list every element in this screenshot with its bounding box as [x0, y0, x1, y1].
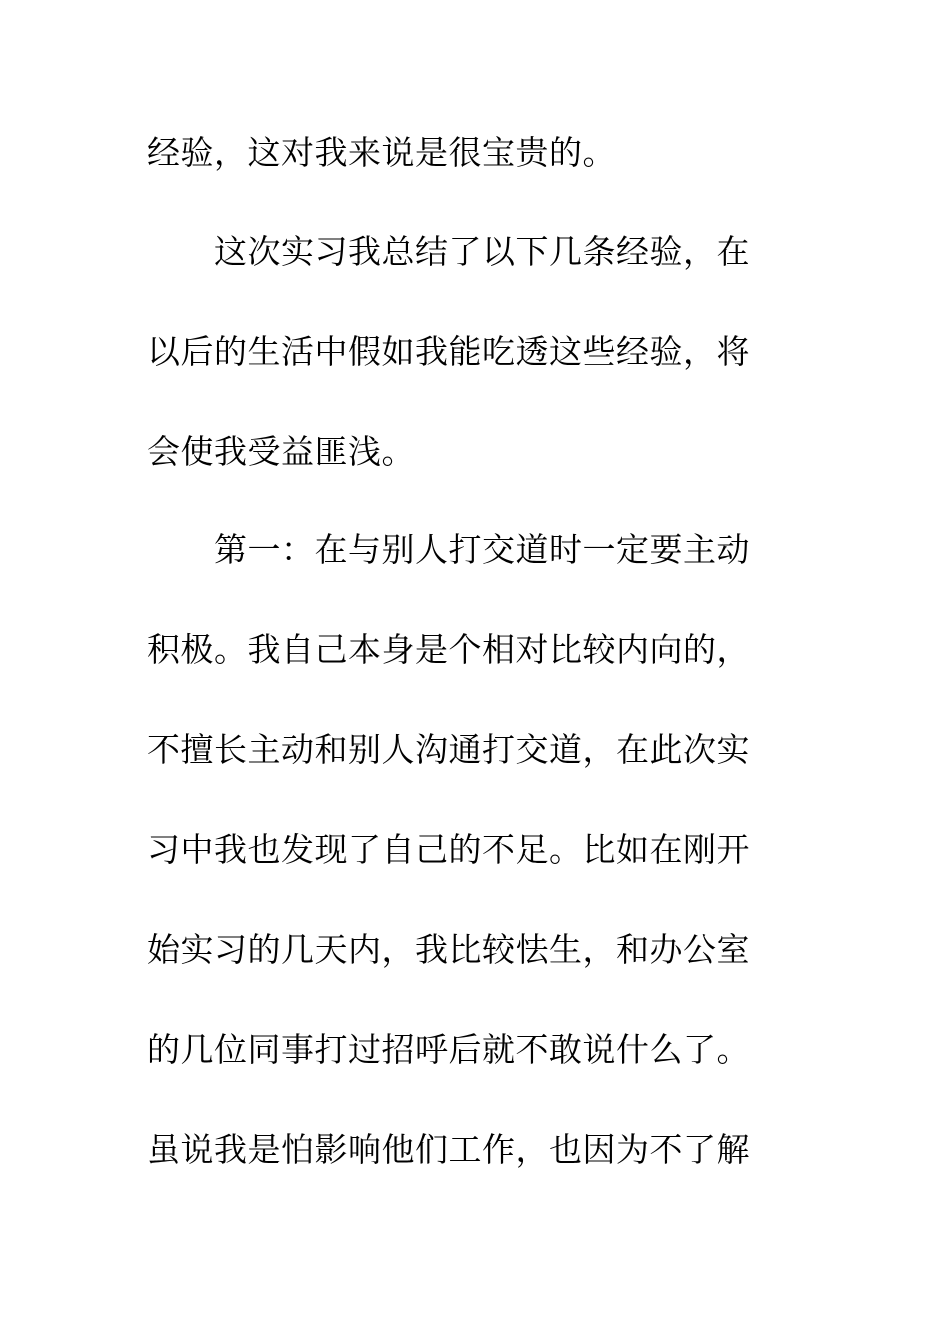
paragraph-line: 经验，这对我来说是很宝贵的。 [147, 133, 616, 172]
paragraph-line: 习中我也发现了自己的不足。比如在刚开 [147, 830, 750, 869]
paragraph-line: 不擅长主动和别人沟通打交道，在此次实 [147, 730, 750, 769]
paragraph-line: 积极。我自己本身是个相对比较内向的， [147, 630, 750, 669]
paragraph-line: 始实习的几天内，我比较怯生，和办公室 [147, 930, 750, 969]
paragraph-line: 的几位同事打过招呼后就不敢说什么了。 [147, 1030, 750, 1069]
paragraph-line: 这次实习我总结了以下几条经验，在 [214, 232, 750, 271]
paragraph-line: 以后的生活中假如我能吃透这些经验，将 [147, 332, 750, 371]
paragraph-line: 第一：在与别人打交道时一定要主动 [214, 530, 750, 569]
paragraph-line: 虽说我是怕影响他们工作，也因为不了解 [147, 1130, 750, 1169]
paragraph-line: 会使我受益匪浅。 [147, 432, 415, 471]
